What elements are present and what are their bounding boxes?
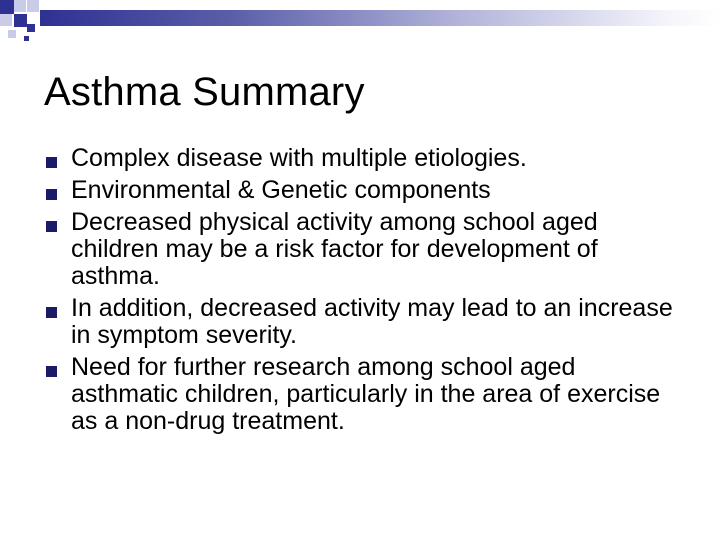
bullet-text: Decreased physical activity among school aged children may be a risk factor for development of asthma. (71, 208, 598, 290)
bullet-item (44, 145, 684, 172)
bullet-item (44, 354, 684, 435)
decorative-square (8, 30, 16, 38)
decorative-square (0, 0, 14, 14)
decorative-square (24, 36, 29, 41)
decorative-square (0, 14, 12, 26)
header-gradient-bar (40, 10, 720, 26)
square-bullet-icon (46, 189, 57, 200)
bullet-list (44, 145, 684, 440)
bullet-item (44, 295, 684, 349)
square-bullet-icon (46, 221, 57, 232)
bullet-text: Environmental & Genetic components (71, 176, 491, 204)
square-bullet-icon (46, 366, 57, 377)
decorative-square (27, 0, 39, 12)
slide-title: Asthma Summary (44, 70, 365, 114)
bullet-text: Need for further research among school aged asthmatic children, particularly in the area of exercise as a non-drug treatment. (71, 353, 661, 435)
square-bullet-icon (46, 157, 57, 168)
bullet-item (44, 177, 684, 204)
bullet-text: In addition, decreased activity may lead to an increase in symptom severity. (71, 294, 673, 349)
header-decoration (0, 0, 720, 40)
bullet-text: Complex disease with multiple etiologies. (71, 144, 527, 172)
decorative-square (14, 0, 26, 12)
bullet-item (44, 209, 684, 290)
decorative-square (14, 14, 27, 27)
decorative-square (27, 24, 35, 32)
square-bullet-icon (46, 307, 57, 318)
